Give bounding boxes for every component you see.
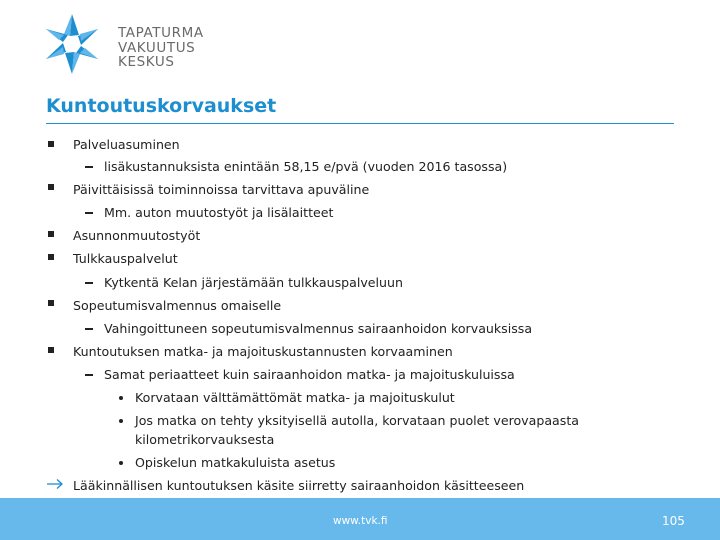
page-number: 105 — [662, 514, 685, 528]
square-bullet-icon — [48, 231, 54, 237]
dot-bullet-icon — [119, 419, 123, 423]
bullet-sopeutumisvalmennus: Sopeutumisvalmennus omaiselle — [73, 298, 282, 313]
item-valttamattomat-kulut: Korvataan välttämättömät matka- ja majoituskulut — [135, 390, 455, 405]
bullet-palveluasuminen: Palveluasuminen — [73, 137, 180, 152]
bullet-asunnonmuutostyot: Asunnonmuutostyöt — [73, 228, 201, 243]
square-bullet-icon — [48, 141, 54, 147]
arrow-right-icon — [46, 478, 64, 490]
dash-bullet-icon — [85, 328, 93, 330]
sub-bullet-samat-periaatteet: Samat periaatteet kuin sairaanhoidon matka- ja majoituskuluissa — [104, 367, 515, 382]
dash-bullet-icon — [85, 212, 93, 214]
sub-bullet-vahingoittuneen: Vahingoittuneen sopeutumisvalmennus sairaanhoidon korvauksissa — [104, 321, 533, 336]
square-bullet-icon — [48, 347, 54, 353]
footer-url[interactable]: www.tvk.fi — [333, 515, 388, 527]
square-bullet-icon — [48, 254, 54, 260]
dash-bullet-icon — [85, 282, 93, 284]
logo-line-2: VAKUUTUS — [118, 39, 196, 56]
bullet-apuvaline: Päivittäisissä toiminnoissa tarvittava apuväline — [73, 182, 370, 197]
bullet-matka-majoitus: Kuntoutuksen matka- ja majoituskustannusten korvaaminen — [73, 344, 453, 359]
logo-line-3: KESKUS — [118, 54, 175, 70]
sub-bullet-lisakustannukset: lisäkustannuksista enintään 58,15 e/pvä (vuoden 2016 tasossa) — [104, 159, 508, 174]
note-laakinnallinen-kuntoutus: Lääkinnällisen kuntoutuksen käsite siirretty sairaanhoidon käsitteeseen — [73, 478, 525, 493]
sub-bullet-kela-tulkkaus: Kytkentä Kelan järjestämään tulkkauspalveluun — [104, 275, 403, 290]
dot-bullet-icon — [119, 461, 123, 465]
item-yksityinen-auto: Jos matka on tehty yksityisellä autolla, korvataan puolet verovapaasta — [135, 413, 579, 428]
square-bullet-icon — [48, 184, 54, 190]
dash-bullet-icon — [85, 374, 93, 376]
dot-bullet-icon — [119, 396, 123, 400]
square-bullet-icon — [48, 300, 54, 306]
logo-line-1: TAPATURMA — [118, 25, 204, 41]
dash-bullet-icon — [85, 166, 93, 168]
sub-bullet-auton-muutostyot: Mm. auton muutostyöt ja lisälaitteet — [104, 205, 334, 220]
slide-title: Kuntoutuskorvaukset — [46, 95, 277, 117]
bullet-tulkkauspalvelut: Tulkkauspalvelut — [73, 251, 178, 266]
item-opiskelun-matkakulut: Opiskelun matkakuluista asetus — [135, 455, 336, 470]
item-yksityinen-auto-cont: kilometrikorvauksesta — [135, 432, 275, 447]
